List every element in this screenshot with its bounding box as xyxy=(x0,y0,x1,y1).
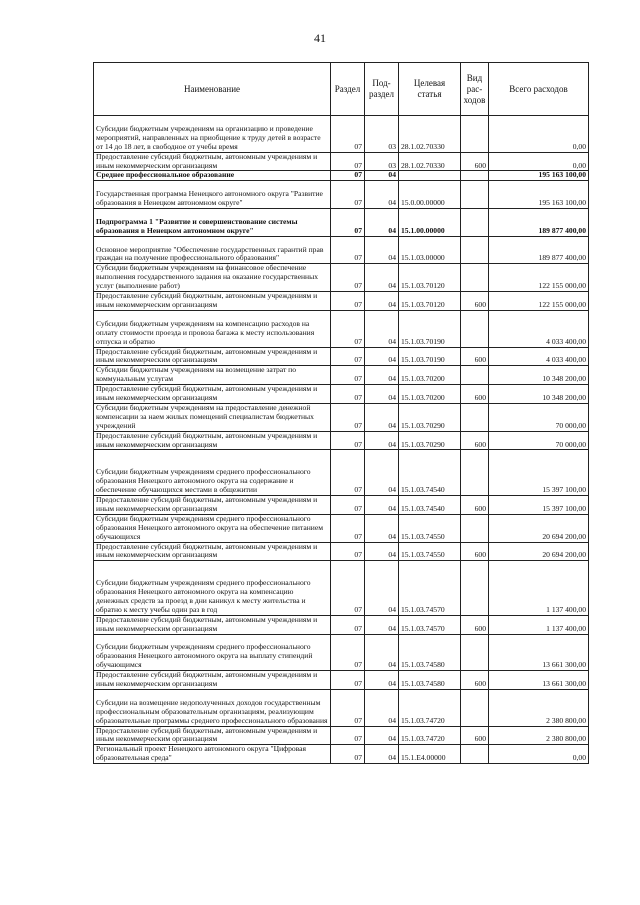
table-row xyxy=(94,403,589,431)
cell-section: 07 xyxy=(331,403,365,431)
cell-subsection: 04 xyxy=(365,292,399,311)
cell-name: Субсидии бюджетным учреждениям на финансовое обеспечение выполнения государственного задания на оказание государственных услуг (выполнение работ) xyxy=(94,264,331,292)
cell-expense-type: 600 xyxy=(461,671,489,690)
cell-expense-type: 600 xyxy=(461,152,489,171)
cell-expense-type xyxy=(461,403,489,431)
cell-subsection: 04 xyxy=(365,431,399,450)
table-row xyxy=(94,181,589,209)
cell-expense-type xyxy=(461,236,489,264)
cell-subsection: 04 xyxy=(365,450,399,496)
cell-section: 07 xyxy=(331,209,365,237)
cell-subsection: 04 xyxy=(365,347,399,366)
cell-name: Среднее профессиональное образование xyxy=(94,171,331,181)
cell-article: 15.1.00.00000 xyxy=(399,209,461,237)
cell-name: Субсидии бюджетным учреждениям среднего профессионального образования Ненецкого автономного округа на содержание и обеспечение обучающихся местами в общежитии xyxy=(94,450,331,496)
cell-subsection: 04 xyxy=(365,366,399,385)
cell-subsection: 04 xyxy=(365,542,399,561)
cell-amount: 70 000,00 xyxy=(489,431,589,450)
cell-article: 15.1.03.70190 xyxy=(399,347,461,366)
cell-name: Субсидии бюджетным учреждениям среднего профессионального образования Ненецкого автономного округа на обеспечение питанием обучающихся xyxy=(94,514,331,542)
cell-article: 28.1.02.70330 xyxy=(399,152,461,171)
header-name: Наименование xyxy=(94,63,331,116)
cell-article: 15.1.03.74720 xyxy=(399,689,461,726)
cell-name: Субсидии бюджетным учреждениям на компенсацию расходов на оплату стоимости проезда и провоза багажа к месту использования отпуска и обратно xyxy=(94,310,331,347)
cell-section: 07 xyxy=(331,116,365,153)
table-row xyxy=(94,347,589,366)
cell-amount: 195 163 100,00 xyxy=(489,171,589,181)
table-row xyxy=(94,236,589,264)
cell-amount: 195 163 100,00 xyxy=(489,181,589,209)
table-row xyxy=(94,171,589,181)
cell-expense-type xyxy=(461,634,489,671)
cell-name: Субсидии на возмещение недополученных доходов государственным профессиональным образовательным организациям, реализующим образовательные программы среднего профессионального образования xyxy=(94,689,331,726)
cell-article: 15.1.03.70290 xyxy=(399,403,461,431)
cell-subsection: 04 xyxy=(365,561,399,615)
table-row xyxy=(94,366,589,385)
cell-name: Государственная программа Ненецкого автономного округа "Развитие образования в Ненецком автономном округе" xyxy=(94,181,331,209)
cell-article: 15.1.03.70120 xyxy=(399,264,461,292)
cell-expense-type: 600 xyxy=(461,292,489,311)
table-row xyxy=(94,561,589,615)
cell-article: 15.1.03.74570 xyxy=(399,615,461,634)
cell-amount: 0,00 xyxy=(489,152,589,171)
cell-name: Субсидии бюджетным учреждениям на возмещение затрат по коммунальным услугам xyxy=(94,366,331,385)
cell-section: 07 xyxy=(331,745,365,764)
cell-article: 15.1.03.74550 xyxy=(399,514,461,542)
cell-name: Субсидии бюджетным учреждениям среднего профессионального образования Ненецкого автономного округа на выплату стипендий обучающимся xyxy=(94,634,331,671)
cell-article xyxy=(399,171,461,181)
cell-section: 07 xyxy=(331,542,365,561)
cell-article: 15.1.03.74580 xyxy=(399,671,461,690)
cell-section: 07 xyxy=(331,264,365,292)
cell-name: Предоставление субсидий бюджетным, автономным учреждениям и иным некоммерческим организациям xyxy=(94,347,331,366)
cell-expense-type: 600 xyxy=(461,615,489,634)
cell-amount: 4 033 400,00 xyxy=(489,347,589,366)
cell-amount: 10 348 200,00 xyxy=(489,366,589,385)
table-row xyxy=(94,671,589,690)
cell-expense-type: 600 xyxy=(461,726,489,745)
cell-expense-type xyxy=(461,209,489,237)
cell-article: 15.1.03.74570 xyxy=(399,561,461,615)
cell-amount: 1 137 400,00 xyxy=(489,561,589,615)
cell-name: Предоставление субсидий бюджетным, автономным учреждениям и иным некоммерческим организациям xyxy=(94,542,331,561)
header-expense-type: Вид рас-ходов xyxy=(461,63,489,116)
budget-table xyxy=(93,62,589,764)
cell-name: Предоставление субсидий бюджетным, автономным учреждениям и иным некоммерческим организациям xyxy=(94,615,331,634)
cell-expense-type xyxy=(461,171,489,181)
cell-expense-type xyxy=(461,745,489,764)
cell-section: 07 xyxy=(331,561,365,615)
cell-article: 15.1.03.74550 xyxy=(399,542,461,561)
cell-amount: 4 033 400,00 xyxy=(489,310,589,347)
cell-amount: 189 877 400,00 xyxy=(489,236,589,264)
cell-subsection: 04 xyxy=(365,726,399,745)
cell-expense-type xyxy=(461,561,489,615)
cell-subsection: 04 xyxy=(365,403,399,431)
table-row xyxy=(94,615,589,634)
table-row xyxy=(94,385,589,404)
table-row xyxy=(94,726,589,745)
cell-name: Региональный проект Ненецкого автономного округа "Цифровая образовательная среда" xyxy=(94,745,331,764)
cell-amount: 0,00 xyxy=(489,116,589,153)
cell-name: Субсидии бюджетным учреждениям на организацию и проведение мероприятий, направленных на приобщение к труду детей в возрасте от 14 до 18 лет, в свободное от учебы время xyxy=(94,116,331,153)
cell-expense-type: 600 xyxy=(461,542,489,561)
cell-amount: 1 137 400,00 xyxy=(489,615,589,634)
table-row xyxy=(94,431,589,450)
cell-amount: 2 380 800,00 xyxy=(489,726,589,745)
table-row xyxy=(94,514,589,542)
cell-article: 15.0.00.00000 xyxy=(399,181,461,209)
table-row xyxy=(94,264,589,292)
table-row xyxy=(94,745,589,764)
cell-article: 15.1.03.70200 xyxy=(399,385,461,404)
cell-article: 15.1.03.74540 xyxy=(399,450,461,496)
cell-section: 07 xyxy=(331,671,365,690)
cell-section: 07 xyxy=(331,450,365,496)
table-row xyxy=(94,292,589,311)
cell-subsection: 04 xyxy=(365,385,399,404)
cell-subsection: 04 xyxy=(365,264,399,292)
cell-section: 07 xyxy=(331,292,365,311)
table-row xyxy=(94,310,589,347)
cell-section: 07 xyxy=(331,366,365,385)
cell-subsection: 04 xyxy=(365,671,399,690)
cell-article: 15.1.03.00000 xyxy=(399,236,461,264)
cell-article: 15.1.03.74540 xyxy=(399,495,461,514)
cell-name: Субсидии бюджетным учреждениям среднего профессионального образования Ненецкого автономного округа на компенсацию денежных средств за проезд в дни каникул к месту жительства и обратно к месту учебы один раз в год xyxy=(94,561,331,615)
cell-name: Основное мероприятие "Обеспечение государственных гарантий прав граждан на получение профессионального образования" xyxy=(94,236,331,264)
header-article: Целевая статья xyxy=(399,63,461,116)
cell-name: Предоставление субсидий бюджетным, автономным учреждениям и иным некоммерческим организациям xyxy=(94,292,331,311)
cell-amount: 122 155 000,00 xyxy=(489,264,589,292)
cell-expense-type: 600 xyxy=(461,431,489,450)
table-row xyxy=(94,116,589,153)
cell-amount: 189 877 400,00 xyxy=(489,209,589,237)
cell-amount: 15 397 100,00 xyxy=(489,495,589,514)
table-row xyxy=(94,450,589,496)
table-body xyxy=(94,116,589,764)
cell-subsection: 03 xyxy=(365,116,399,153)
cell-amount: 13 661 300,00 xyxy=(489,634,589,671)
table-header-row xyxy=(94,63,589,116)
cell-expense-type: 600 xyxy=(461,495,489,514)
cell-article: 15.1.03.70120 xyxy=(399,292,461,311)
cell-subsection: 04 xyxy=(365,514,399,542)
cell-expense-type xyxy=(461,514,489,542)
cell-amount: 20 694 200,00 xyxy=(489,542,589,561)
cell-expense-type xyxy=(461,366,489,385)
table-row xyxy=(94,495,589,514)
cell-subsection: 03 xyxy=(365,152,399,171)
header-subsection: Под-раздел xyxy=(365,63,399,116)
cell-amount: 13 661 300,00 xyxy=(489,671,589,690)
cell-name: Предоставление субсидий бюджетным, автономным учреждениям и иным некоммерческим организациям xyxy=(94,385,331,404)
table-row xyxy=(94,152,589,171)
cell-section: 07 xyxy=(331,634,365,671)
cell-section: 07 xyxy=(331,181,365,209)
cell-subsection: 04 xyxy=(365,209,399,237)
table-row xyxy=(94,209,589,237)
cell-section: 07 xyxy=(331,726,365,745)
cell-section: 07 xyxy=(331,152,365,171)
cell-section: 07 xyxy=(331,385,365,404)
cell-expense-type: 600 xyxy=(461,347,489,366)
cell-amount: 10 348 200,00 xyxy=(489,385,589,404)
cell-subsection: 04 xyxy=(365,745,399,764)
cell-name: Субсидии бюджетным учреждениям на предоставление денежной компенсации за наем жилых помещений специалистам бюджетных учреждений xyxy=(94,403,331,431)
cell-section: 07 xyxy=(331,310,365,347)
header-total: Всего расходов xyxy=(489,63,589,116)
cell-section: 07 xyxy=(331,236,365,264)
cell-expense-type: 600 xyxy=(461,385,489,404)
cell-article: 15.1.03.74720 xyxy=(399,726,461,745)
cell-name: Подпрограмма 1 "Развитие и совершенствование системы образования в Ненецком автономном округе" xyxy=(94,209,331,237)
cell-amount: 15 397 100,00 xyxy=(489,450,589,496)
cell-section: 07 xyxy=(331,347,365,366)
table-row xyxy=(94,542,589,561)
cell-name: Предоставление субсидий бюджетным, автономным учреждениям и иным некоммерческим организациям xyxy=(94,495,331,514)
cell-subsection: 04 xyxy=(365,181,399,209)
cell-section: 07 xyxy=(331,514,365,542)
cell-subsection: 04 xyxy=(365,236,399,264)
cell-name: Предоставление субсидий бюджетным, автономным учреждениям и иным некоммерческим организациям xyxy=(94,152,331,171)
cell-article: 15.1.E4.00000 xyxy=(399,745,461,764)
cell-expense-type xyxy=(461,450,489,496)
cell-subsection: 04 xyxy=(365,634,399,671)
cell-amount: 122 155 000,00 xyxy=(489,292,589,311)
cell-section: 07 xyxy=(331,431,365,450)
cell-section: 07 xyxy=(331,171,365,181)
cell-article: 15.1.03.70290 xyxy=(399,431,461,450)
page-number: 41 xyxy=(314,31,326,45)
cell-subsection: 04 xyxy=(365,310,399,347)
cell-article: 15.1.03.70200 xyxy=(399,366,461,385)
cell-name: Предоставление субсидий бюджетным, автономным учреждениям и иным некоммерческим организациям xyxy=(94,431,331,450)
cell-section: 07 xyxy=(331,615,365,634)
cell-name: Предоставление субсидий бюджетным, автономным учреждениям и иным некоммерческим организациям xyxy=(94,671,331,690)
cell-expense-type xyxy=(461,116,489,153)
cell-section: 07 xyxy=(331,495,365,514)
cell-amount: 70 000,00 xyxy=(489,403,589,431)
cell-article: 28.1.02.70330 xyxy=(399,116,461,153)
cell-subsection: 04 xyxy=(365,171,399,181)
table-row xyxy=(94,689,589,726)
header-section: Раздел xyxy=(331,63,365,116)
cell-name: Предоставление субсидий бюджетным, автономным учреждениям и иным некоммерческим организациям xyxy=(94,726,331,745)
cell-subsection: 04 xyxy=(365,689,399,726)
cell-expense-type xyxy=(461,310,489,347)
cell-amount: 0,00 xyxy=(489,745,589,764)
cell-subsection: 04 xyxy=(365,615,399,634)
cell-amount: 20 694 200,00 xyxy=(489,514,589,542)
cell-expense-type xyxy=(461,689,489,726)
cell-article: 15.1.03.74580 xyxy=(399,634,461,671)
cell-article: 15.1.03.70190 xyxy=(399,310,461,347)
cell-subsection: 04 xyxy=(365,495,399,514)
cell-expense-type xyxy=(461,181,489,209)
table-row xyxy=(94,634,589,671)
cell-amount: 2 380 800,00 xyxy=(489,689,589,726)
cell-expense-type xyxy=(461,264,489,292)
cell-section: 07 xyxy=(331,689,365,726)
